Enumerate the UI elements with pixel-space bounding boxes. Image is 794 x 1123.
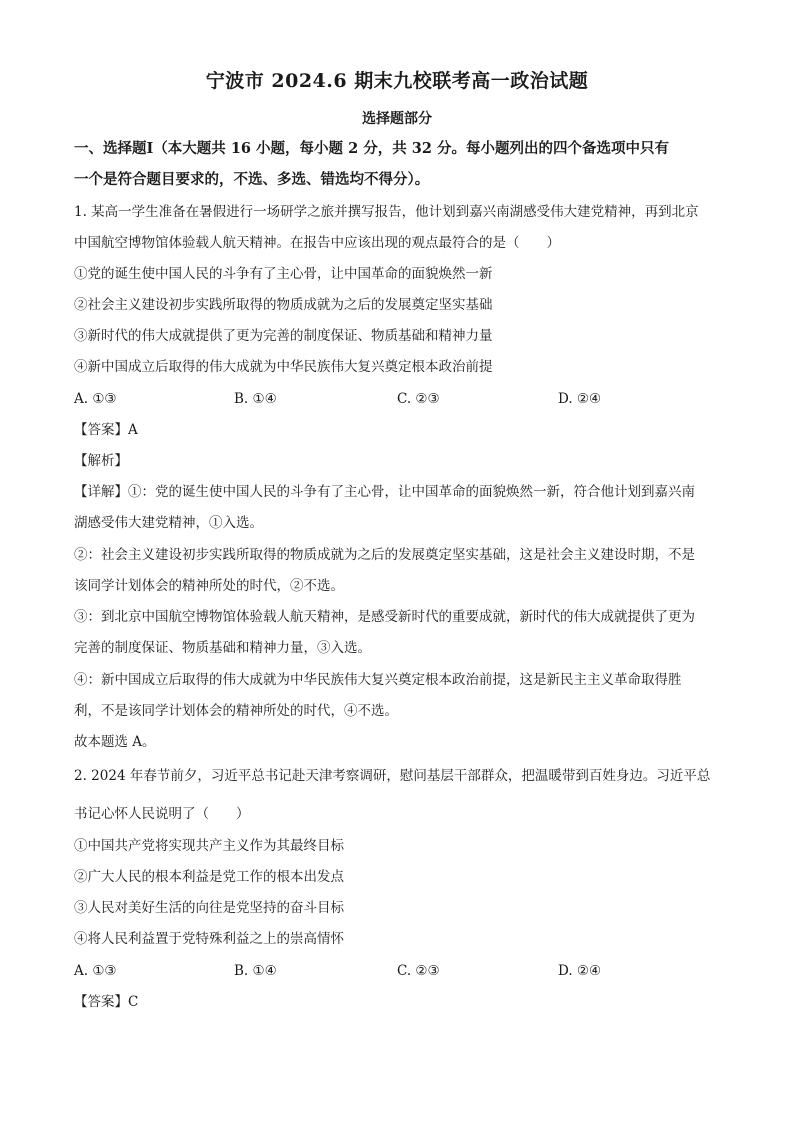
- q1-analysis-line-4: 该同学计划体会的精神所处的时代，②不选。: [74, 578, 344, 594]
- instructions-line-1: 一、选择题Ⅰ（本大题共 16 小题，每小题 2 分，共 32 分。每小题列出的四个备选项中只有: [74, 140, 670, 157]
- q2-option-b: B. ①④: [234, 963, 277, 979]
- q2-stem-line-1: 2. 2024 年春节前夕，习近平总书记赴天津考察调研，慰问基层干部群众，把温暖带到百姓身边。习近平总: [74, 768, 711, 784]
- q1-option-c: C. ②③: [397, 391, 440, 407]
- q1-analysis-line-2: 湖感受伟大建党精神，①入选。: [74, 515, 263, 531]
- q1-answer: 【答案】A: [74, 422, 138, 438]
- q1-option-b: B. ①④: [234, 391, 277, 407]
- q1-item-1: ①党的诞生使中国人民的斗争有了主心骨，让中国革命的面貌焕然一新: [74, 266, 493, 282]
- section-heading: 选择题部分: [362, 111, 432, 127]
- q2-item-2: ②广大人民的根本利益是党工作的根本出发点: [74, 869, 344, 885]
- q2-answer: 【答案】C: [74, 994, 139, 1010]
- q1-analysis-line-3: ②：社会主义建设初步实践所取得的物质成就为之后的发展奠定坚实基础，这是社会主义建设时期，不是: [74, 547, 695, 563]
- q2-option-c: C. ②③: [397, 963, 440, 979]
- q1-option-d: D. ②④: [558, 391, 602, 407]
- q2-option-d: D. ②④: [558, 963, 602, 979]
- q1-analysis-label: 【解析】: [74, 453, 128, 469]
- q2-item-3: ③人民对美好生活的向往是党坚持的奋斗目标: [74, 900, 344, 916]
- q1-item-3: ③新时代的伟大成就提供了更为完善的制度保证、物质基础和精神力量: [74, 328, 493, 344]
- q1-analysis-line-9: 故本题选 A。: [74, 734, 156, 750]
- q2-item-4: ④将人民利益置于党特殊利益之上的崇高情怀: [74, 931, 344, 947]
- q2-stem-line-2: 书记心怀人民说明了（ ）: [74, 806, 250, 822]
- instructions-line-2: 一个是符合题目要求的，不选、多选、错选均不得分）。: [74, 171, 430, 188]
- q1-analysis-line-5: ③：到北京中国航空博物馆体验载人航天精神，是感受新时代的重要成就，新时代的伟大成就提供了更为: [74, 609, 695, 625]
- q2-option-a: A. ①③: [74, 963, 117, 979]
- q1-stem-line-1: 1. 某高一学生准备在暑假进行一场研学之旅并撰写报告，他计划到嘉兴南湖感受伟大建党精神，再到北京: [74, 204, 699, 220]
- q1-item-2: ②社会主义建设初步实践所取得的物质成就为之后的发展奠定坚实基础: [74, 297, 493, 313]
- q1-analysis-line-7: ④：新中国成立后取得的伟大成就为中华民族伟大复兴奠定根本政治前提，这是新民主主义革命取得胜: [74, 672, 682, 688]
- q1-stem-line-2: 中国航空博物馆体验载人航天精神。在报告中应该出现的观点最符合的是（ ）: [74, 235, 560, 251]
- page-title: 宁波市 2024.6 期末九校联考高一政治试题: [205, 70, 589, 92]
- q1-analysis-line-6: 完善的制度保证、物质基础和精神力量，③入选。: [74, 640, 371, 656]
- q2-item-1: ①中国共产党将实现共产主义作为其最终目标: [74, 838, 344, 854]
- q1-option-a: A. ①③: [74, 391, 117, 407]
- q1-analysis-line-8: 利，不是该同学计划体会的精神所处的时代，④不选。: [74, 703, 398, 719]
- q1-item-4: ④新中国成立后取得的伟大成就为中华民族伟大复兴奠定根本政治前提: [74, 359, 493, 375]
- q1-analysis-line-1: 【详解】①：党的诞生使中国人民的斗争有了主心骨，让中国革命的面貌焕然一新，符合他计划到嘉兴南: [74, 484, 695, 500]
